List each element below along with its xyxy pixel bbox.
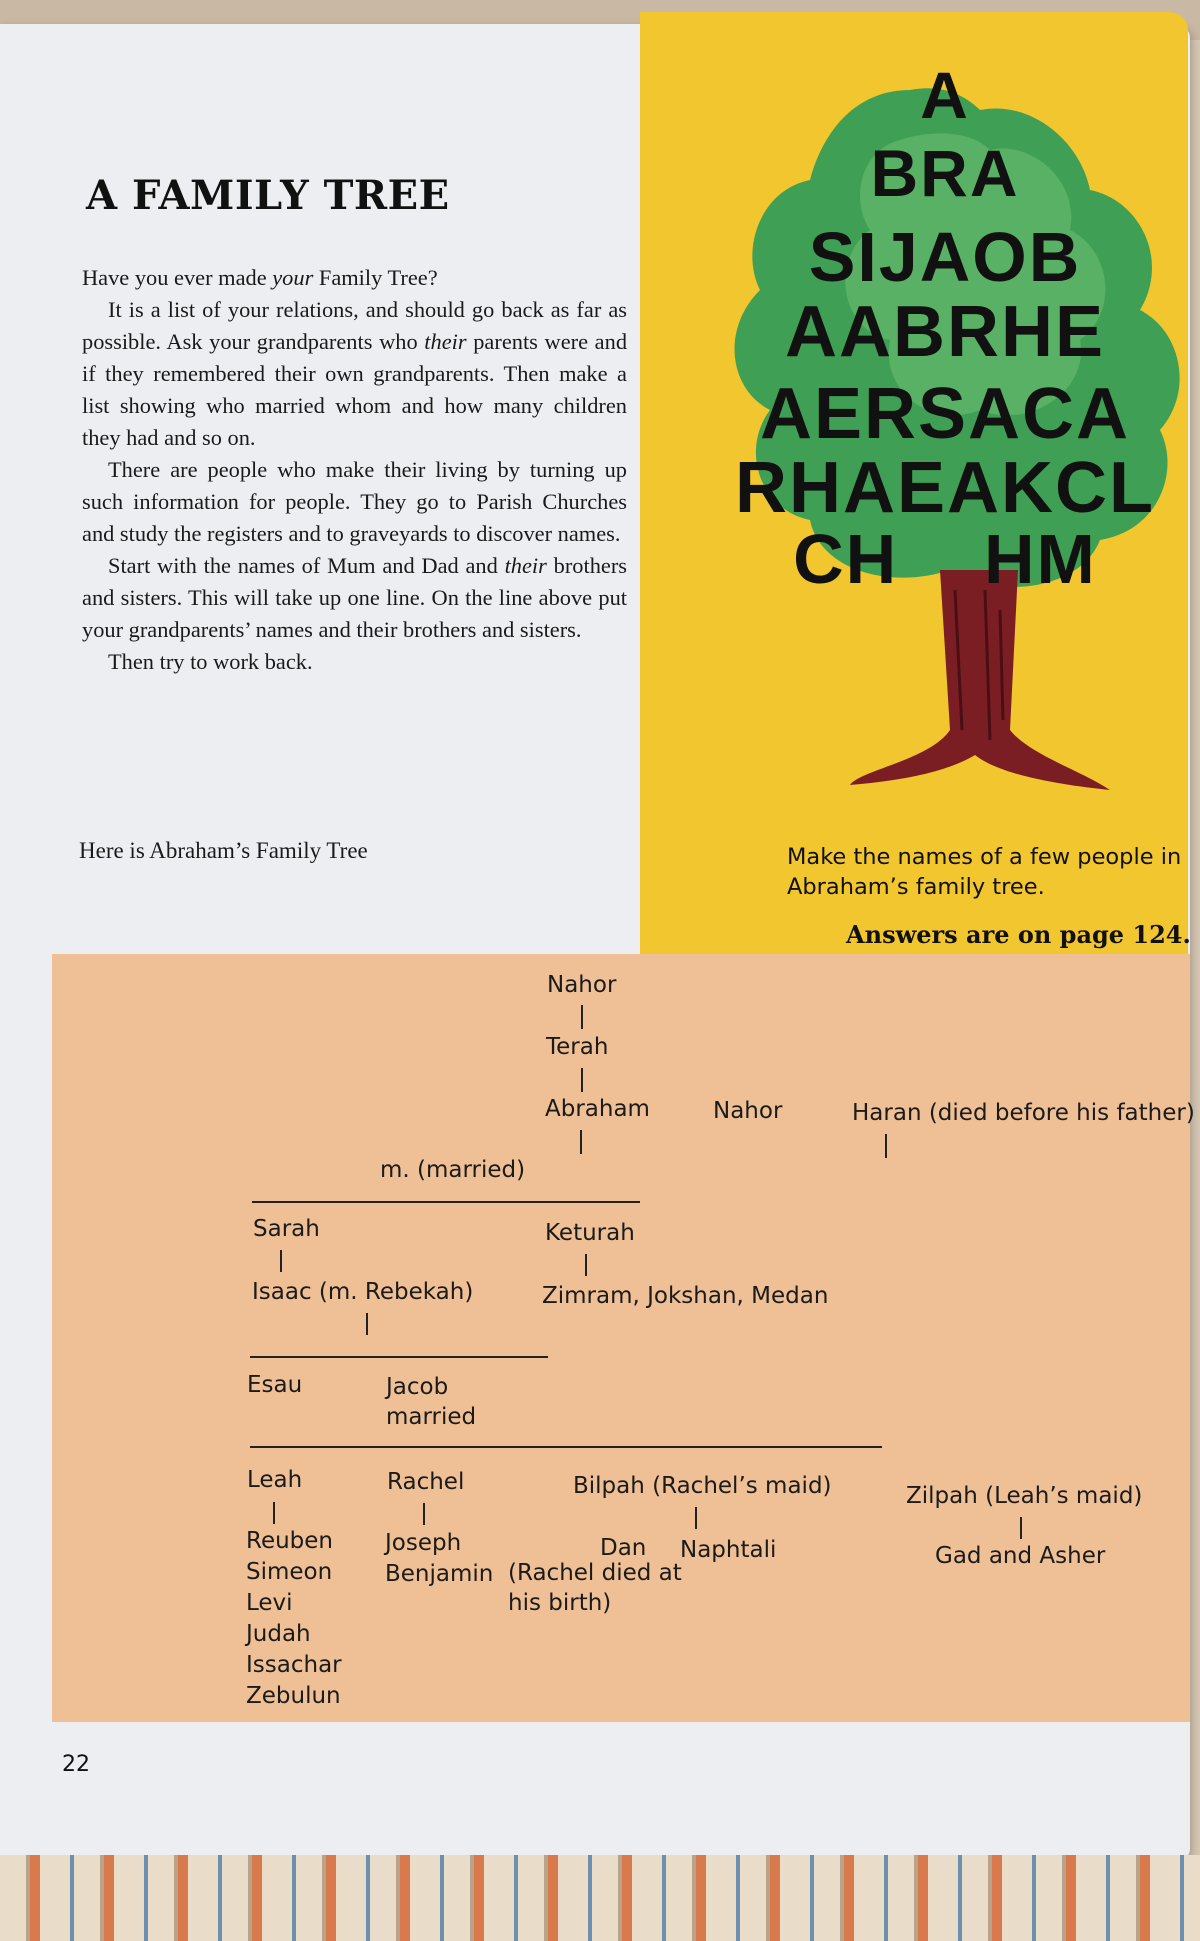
article-body — [82, 262, 627, 678]
paragraph-text: Have you ever made — [82, 265, 273, 290]
keturah-sons: Zimram, Jokshan, Medan — [542, 1283, 829, 1309]
person-zilpah: Zilpah (Leah’s maid) — [906, 1483, 1143, 1509]
paragraph-text: Family Tree? — [313, 265, 438, 290]
connector-line — [580, 1130, 582, 1154]
person-nahor-grandfather: Nahor — [547, 972, 617, 998]
emphasis-text: their — [504, 553, 547, 578]
person-nahor-brother: Nahor — [713, 1098, 783, 1124]
puzzle-row: SIJAOB — [808, 218, 1082, 296]
person-keturah: Keturah — [545, 1220, 635, 1246]
paragraph-text: parents were and if they remembered their own grandparents. Then make a list showing who married whom and how many children they had and so on. — [82, 329, 628, 450]
son-name: Benjamin — [385, 1561, 494, 1587]
connector-line — [366, 1313, 368, 1335]
article-paragraph — [82, 262, 627, 294]
person-rachel: Rachel — [387, 1469, 465, 1495]
son-name: Judah — [246, 1621, 311, 1647]
puzzle-caption — [787, 842, 1200, 902]
rachel-death-note-1: (Rachel died at — [508, 1560, 682, 1586]
wives-line — [250, 1446, 882, 1448]
tree-trunk — [850, 570, 1110, 790]
son-name: Levi — [246, 1590, 293, 1616]
paragraph-text: Then try to work back. — [108, 649, 313, 674]
person-bilpah: Bilpah (Rachel’s maid) — [573, 1473, 832, 1499]
son-name: Simeon — [246, 1559, 333, 1585]
rachel-sons-list — [385, 1528, 493, 1590]
sibling-line — [250, 1356, 548, 1358]
article-paragraph — [82, 294, 627, 454]
caption-line: Make the names of a few people in — [787, 844, 1182, 870]
person-terah: Terah — [546, 1034, 609, 1060]
puzzle-row: CH HM — [793, 520, 1097, 598]
page-title: A FAMILY TREE — [86, 172, 450, 219]
son-name: Zebulun — [246, 1683, 341, 1709]
tablecloth-pattern — [0, 1855, 1200, 1941]
article-paragraph — [82, 454, 627, 550]
person-naphtali: Naphtali — [680, 1537, 777, 1563]
son-name: Issachar — [246, 1652, 342, 1678]
puzzle-row: BRA — [870, 136, 1020, 210]
family-tree-intro: Here is Abraham’s Family Tree — [79, 838, 368, 863]
person-haran: Haran (died before his father) — [852, 1100, 1195, 1126]
married-note: m. (married) — [380, 1157, 526, 1183]
article-paragraph — [82, 646, 627, 678]
person-jacob: Jacob — [386, 1374, 449, 1400]
family-tree-box — [52, 954, 1190, 1722]
connector-line — [581, 1005, 583, 1029]
person-leah: Leah — [247, 1467, 303, 1493]
person-esau: Esau — [247, 1372, 303, 1398]
rachel-death-note-2: his birth) — [508, 1590, 612, 1616]
person-isaac: Isaac (m. Rebekah) — [252, 1279, 474, 1305]
paragraph-text: There are people who make their living by turning up such information for people. They go to Parish Churches and study the registers and to graveyards to discover names. — [82, 457, 627, 546]
answers-note: Answers are on page 124. — [846, 920, 1191, 949]
paragraph-text: It is a list of your relations, and should go back as far as possible. Ask your grandparents who — [82, 297, 627, 354]
article-paragraph — [82, 550, 627, 646]
puzzle-row: AABRHE — [784, 292, 1105, 372]
connector-line — [273, 1502, 275, 1524]
marriage-line — [252, 1201, 640, 1203]
connector-line — [581, 1068, 583, 1092]
paragraph-text: brothers and sisters. This will take up one line. On the line above put your grandparents’ names and their brothers and sisters. — [82, 553, 627, 642]
connector-line — [585, 1254, 587, 1276]
puzzle-row: A — [920, 58, 970, 132]
connector-line — [1020, 1517, 1022, 1539]
person-sarah: Sarah — [253, 1216, 320, 1242]
emphasis-text: your — [272, 265, 314, 290]
gad-and-asher: Gad and Asher — [935, 1543, 1106, 1569]
caption-line: Abraham’s family tree. — [787, 874, 1045, 900]
connector-line — [695, 1507, 697, 1529]
page-number: 22 — [62, 1752, 90, 1777]
son-name: Joseph — [385, 1530, 462, 1556]
connector-line — [423, 1503, 425, 1525]
puzzle-row: AERSACA — [759, 374, 1131, 454]
connector-line — [280, 1250, 282, 1272]
person-abraham: Abraham — [545, 1096, 650, 1122]
jacob-married-note: married — [386, 1404, 477, 1430]
puzzle-row: RHAEAKCL — [735, 448, 1155, 528]
person-dan: Dan — [600, 1535, 647, 1561]
paragraph-text: Start with the names of Mum and Dad and — [108, 553, 505, 578]
connector-line — [885, 1134, 887, 1158]
leah-sons-list — [246, 1526, 342, 1712]
emphasis-text: their — [424, 329, 467, 354]
son-name: Reuben — [246, 1528, 334, 1554]
